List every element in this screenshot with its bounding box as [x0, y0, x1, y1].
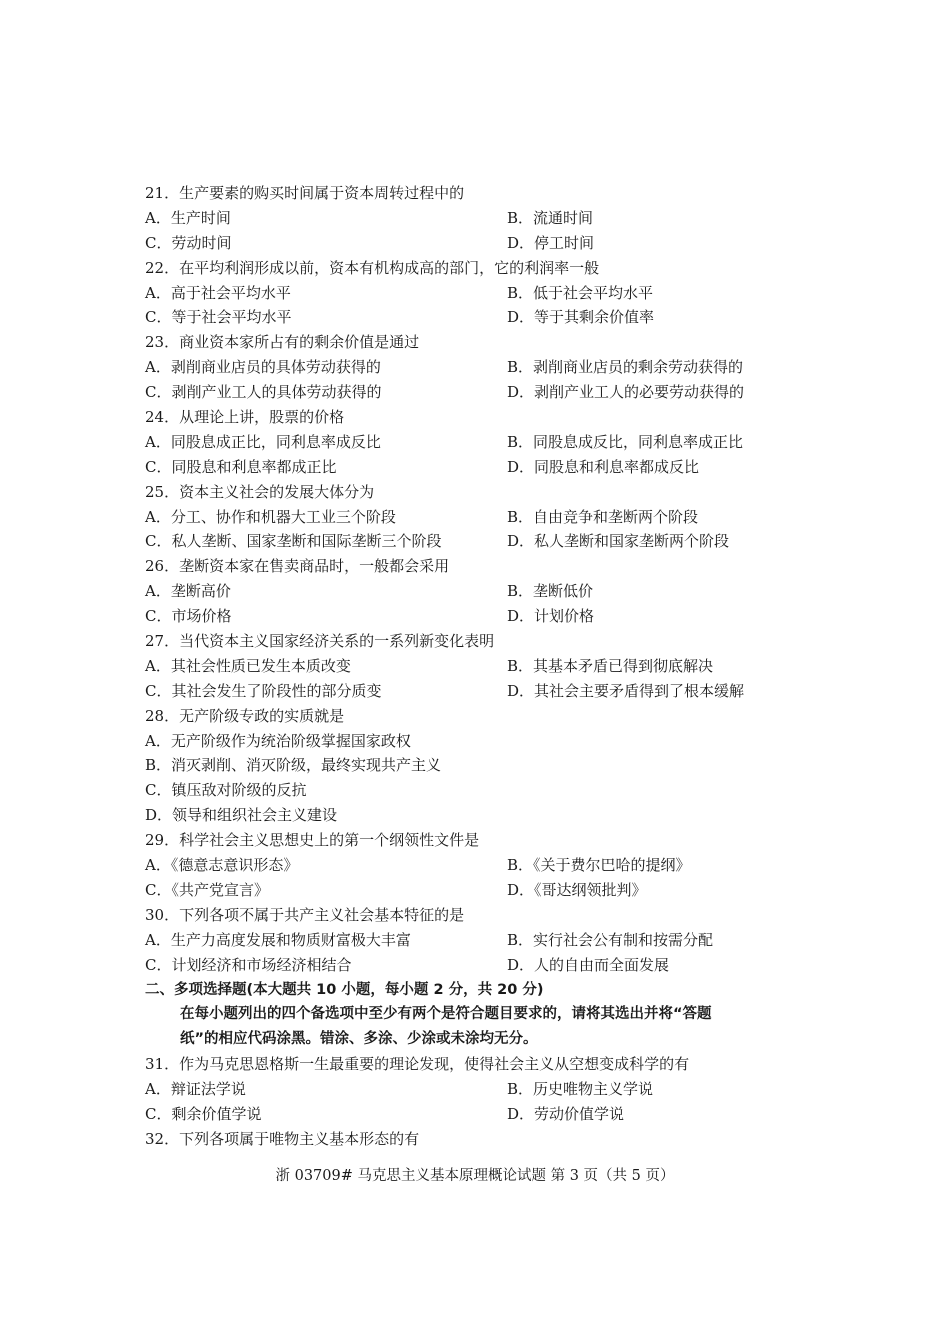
option-c: C．《共产党宣言》: [145, 880, 269, 899]
option-d: D．人的自由而全面发展: [507, 955, 670, 974]
option-b: B．同股息成反比，同利息率成正比: [507, 432, 744, 451]
option-c: C．劳动时间: [145, 233, 232, 252]
question-26: 26．垄断资本家在售卖商品时，一般都会采用: [145, 557, 450, 576]
option-c: C．私人垄断、国家垄断和国际垄断三个阶段: [145, 532, 442, 551]
option-c: C．剥削产业工人的具体劳动获得的: [145, 383, 382, 402]
option-a: A．无产阶级作为统治阶级掌握国家政权: [145, 731, 411, 750]
option-b: B．实行社会公有制和按需分配: [507, 930, 714, 949]
option-a: A．辩证法学说: [145, 1080, 246, 1099]
question-30: 30．下列各项不属于共产主义社会基本特征的是: [145, 905, 465, 924]
section-2-title: 二、多项选择题(本大题共 10 小题，每小题 2 分，共 20 分): [145, 981, 544, 998]
option-c: C．市场价格: [145, 607, 232, 626]
option-row: [145, 380, 825, 405]
question-28: 28．无产阶级专政的实质就是: [145, 706, 345, 725]
option-a: A．垄断高价: [145, 582, 231, 601]
option-row: [145, 281, 825, 306]
option-d: D．等于其剩余价值率: [507, 308, 655, 327]
option-row: [145, 505, 825, 530]
option-row: [145, 430, 825, 455]
option-d: D．计划价格: [507, 607, 595, 626]
section-2-instructions-cont: 纸”的相应代码涂黑。错涂、多涂、少涂或未涂均无分。: [180, 1031, 538, 1048]
question-32: 32．下列各项属于唯物主义基本形态的有: [145, 1129, 420, 1148]
option-a: A．《德意志意识形态》: [145, 856, 299, 875]
section-2-instructions: 在每小题列出的四个备选项中至少有两个是符合题目要求的，请将其选出并将“答题: [180, 1006, 712, 1023]
option-b: B．《关于费尔巴哈的提纲》: [507, 856, 691, 875]
question-31: 31．作为马克思恩格斯一生最重要的理论发现，使得社会主义从空想变成科学的有: [145, 1055, 690, 1074]
option-b: B．消灭剥削、消灭阶级，最终实现共产主义: [145, 756, 442, 775]
question-22: 22．在平均利润形成以前，资本有机构成高的部门，它的利润率一般: [145, 258, 600, 277]
option-row: [145, 1077, 825, 1102]
option-row: [145, 206, 825, 231]
option-row: [145, 878, 825, 903]
question-24: 24．从理论上讲，股票的价格: [145, 408, 345, 427]
question-29: 29．科学社会主义思想史上的第一个纲领性文件是: [145, 831, 480, 850]
page-footer: 浙 03709# 马克思主义基本原理概论试题 第 3 页（共 5 页）: [275, 1168, 675, 1184]
option-a: A．分工、协作和机器大工业三个阶段: [145, 507, 396, 526]
question-27: 27．当代资本主义国家经济关系的一系列新变化表明: [145, 632, 495, 651]
option-d: D．同股息和利息率都成反比: [507, 457, 700, 476]
option-a: A．剥削商业店员的具体劳动获得的: [145, 358, 381, 377]
option-b: B．其基本矛盾已得到彻底解决: [507, 656, 714, 675]
question-21: 21．生产要素的购买时间属于资本周转过程中的: [145, 184, 465, 202]
option-row: [145, 604, 825, 629]
option-a: A．同股息成正比，同利息率成反比: [145, 432, 381, 451]
option-c: C．剩余价值学说: [145, 1104, 262, 1123]
option-a: A．高于社会平均水平: [145, 283, 291, 302]
option-row: [145, 305, 825, 330]
option-b: B．剥削商业店员的剩余劳动获得的: [507, 358, 744, 377]
option-d: D．劳动价值学说: [507, 1104, 625, 1123]
option-row: [145, 953, 825, 978]
option-row: [145, 455, 825, 480]
option-row: [145, 654, 825, 679]
question-23: 23．商业资本家所占有的剩余价值是通过: [145, 333, 420, 352]
question-25: 25．资本主义社会的发展大体分为: [145, 482, 375, 501]
option-c: C．其社会发生了阶段性的部分质变: [145, 681, 382, 700]
option-b: B．历史唯物主义学说: [507, 1080, 654, 1099]
option-row: [145, 355, 825, 380]
option-d: D．领导和组织社会主义建设: [145, 806, 338, 825]
option-a: A．其社会性质已发生本质改变: [145, 656, 351, 675]
option-row: [145, 231, 825, 256]
option-c: C．等于社会平均水平: [145, 308, 292, 327]
exam-content: [145, 181, 825, 1152]
option-b: B．流通时间: [507, 208, 594, 227]
option-d: D．停工时间: [507, 233, 595, 252]
option-d: D．其社会主要矛盾得到了根本缓解: [507, 681, 745, 700]
option-d: D．剥削产业工人的必要劳动获得的: [507, 383, 745, 402]
option-row: [145, 1102, 825, 1127]
option-a: A．生产时间: [145, 208, 231, 227]
option-c: C．镇压敌对阶级的反抗: [145, 781, 307, 800]
option-b: B．垄断低价: [507, 582, 594, 601]
option-b: B．自由竞争和垄断两个阶段: [507, 507, 699, 526]
option-row: [145, 679, 825, 704]
option-d: D．私人垄断和国家垄断两个阶段: [507, 532, 730, 551]
option-c: C．同股息和利息率都成正比: [145, 457, 337, 476]
option-row: [145, 928, 825, 953]
option-b: B．低于社会平均水平: [507, 283, 654, 302]
option-row: [145, 529, 825, 554]
option-d: D．《哥达纲领批判》: [507, 880, 647, 899]
option-a: A．生产力高度发展和物质财富极大丰富: [145, 930, 411, 949]
option-row: [145, 853, 825, 878]
option-row: [145, 579, 825, 604]
option-c: C．计划经济和市场经济相结合: [145, 955, 352, 974]
